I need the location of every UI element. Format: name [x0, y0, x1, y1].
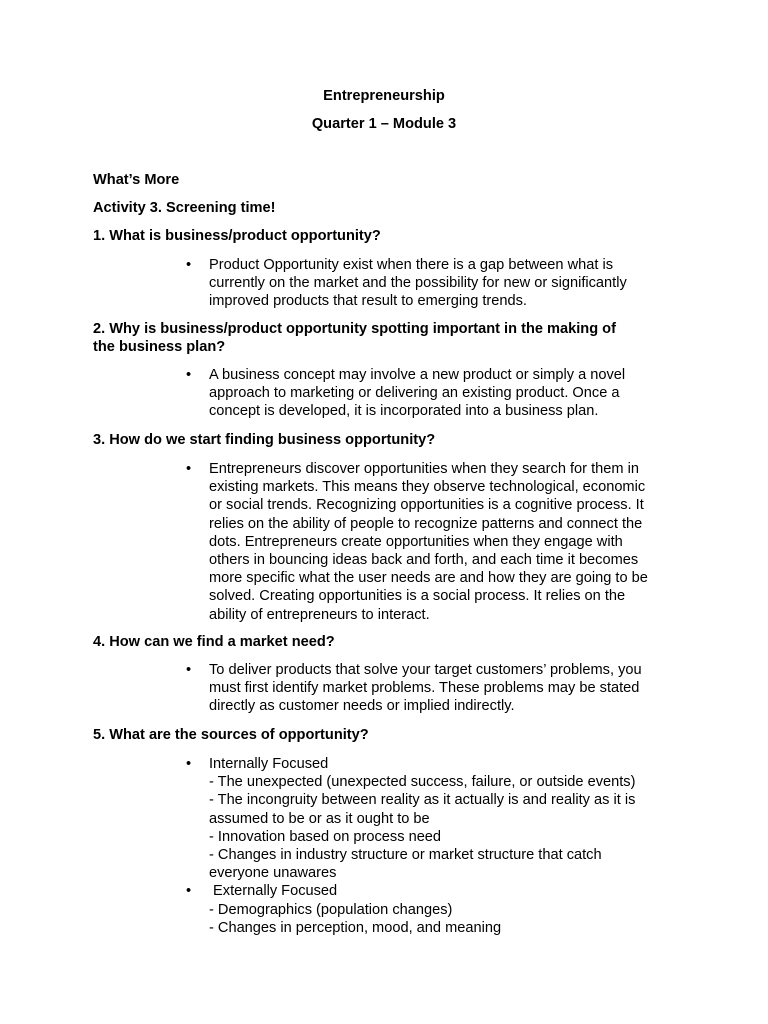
section-heading: What’s More	[93, 172, 180, 188]
answer-line: everyone unawares	[209, 865, 337, 882]
answer-line: improved products that result to emerging trends.	[209, 293, 527, 310]
bullet-item	[184, 661, 684, 716]
answer-line: A business concept may involve a new product or simply a novel	[209, 367, 626, 383]
question-line: 5. What are the sources of opportunity?	[93, 727, 369, 743]
answer-line: currently on the market and the possibility for new or significantly	[209, 275, 627, 292]
answer-line: ability of entrepreneurs to interact.	[209, 606, 430, 623]
answer-line: Externally Focused	[209, 883, 338, 900]
bullet-icon: •	[186, 257, 192, 273]
question-5	[93, 726, 683, 744]
bullet-icon: •	[186, 883, 192, 900]
bullet-item	[184, 882, 684, 937]
answer-line: - The unexpected (unexpected success, failure, or outside events)	[209, 774, 636, 791]
answer-line: relies on the ability of people to recognize patterns and connect the	[209, 515, 643, 532]
answer-line: concept is developed, it is incorporated into a business plan.	[209, 403, 599, 420]
question-2	[93, 320, 683, 356]
answer-line: others in bouncing ideas back and forth, and each time it becomes	[209, 552, 639, 569]
activity-heading: Activity 3. Screening time!	[93, 200, 276, 216]
answer-line: existing markets. This means they observe technological, economic	[209, 479, 646, 496]
answer-line: - Innovation based on process need	[209, 828, 442, 845]
answer-line: must first identify market problems. These problems may be stated	[209, 680, 640, 697]
answer-line: assumed to be or as it ought to be	[209, 810, 430, 827]
bullet-icon: •	[186, 756, 192, 772]
bullet-item	[184, 460, 684, 624]
answer-line: solved. Creating opportunities is a social process. It relies on the	[209, 588, 626, 605]
bullet-icon: •	[186, 662, 192, 678]
answer-4	[184, 661, 684, 716]
question-line: 3. How do we start finding business opportunity?	[93, 432, 436, 448]
question-line: 1. What is business/product opportunity?	[93, 228, 381, 244]
question-4	[93, 633, 683, 651]
answer-line: approach to marketing or delivering an existing product. Once a	[209, 385, 620, 402]
bullet-item	[184, 755, 684, 882]
question-line: the business plan?	[93, 339, 226, 356]
answer-line: - The incongruity between reality as it actually is and reality as it is	[209, 792, 636, 809]
document-title: Entrepreneurship	[323, 88, 445, 104]
bullet-item	[184, 256, 684, 311]
answer-line: To deliver products that solve your target customers’ problems, you	[209, 662, 642, 678]
answer-1	[184, 256, 684, 311]
question-line: 4. How can we find a market need?	[93, 634, 335, 650]
document-subtitle: Quarter 1 – Module 3	[311, 116, 457, 132]
question-3	[93, 431, 683, 449]
answer-line: directly as customer needs or implied indirectly.	[209, 698, 515, 715]
bullet-icon: •	[186, 367, 192, 383]
answer-line: Internally Focused	[209, 756, 329, 772]
answer-line: Entrepreneurs discover opportunities when they search for them in	[209, 461, 639, 477]
bullet-item	[184, 366, 684, 421]
answer-2	[184, 366, 684, 421]
question-line: 2. Why is business/product opportunity spotting important in the making of	[93, 321, 616, 337]
answer-line: dots. Entrepreneurs create opportunities when they engage with	[209, 533, 623, 550]
answer-line: - Demographics (population changes)	[209, 901, 453, 918]
answer-line: or social trends. Recognizing opportunities is a cognitive process. It	[209, 497, 644, 514]
answer-5	[184, 755, 684, 937]
answer-3	[184, 460, 684, 624]
answer-line: more specific what the user needs are and how they are going to be	[209, 570, 648, 587]
answer-line: Product Opportunity exist when there is a gap between what is	[209, 257, 613, 273]
bullet-icon: •	[186, 461, 192, 477]
question-1	[93, 227, 683, 245]
answer-line: - Changes in perception, mood, and meaning	[209, 919, 502, 936]
answer-line: - Changes in industry structure or market structure that catch	[209, 847, 602, 864]
